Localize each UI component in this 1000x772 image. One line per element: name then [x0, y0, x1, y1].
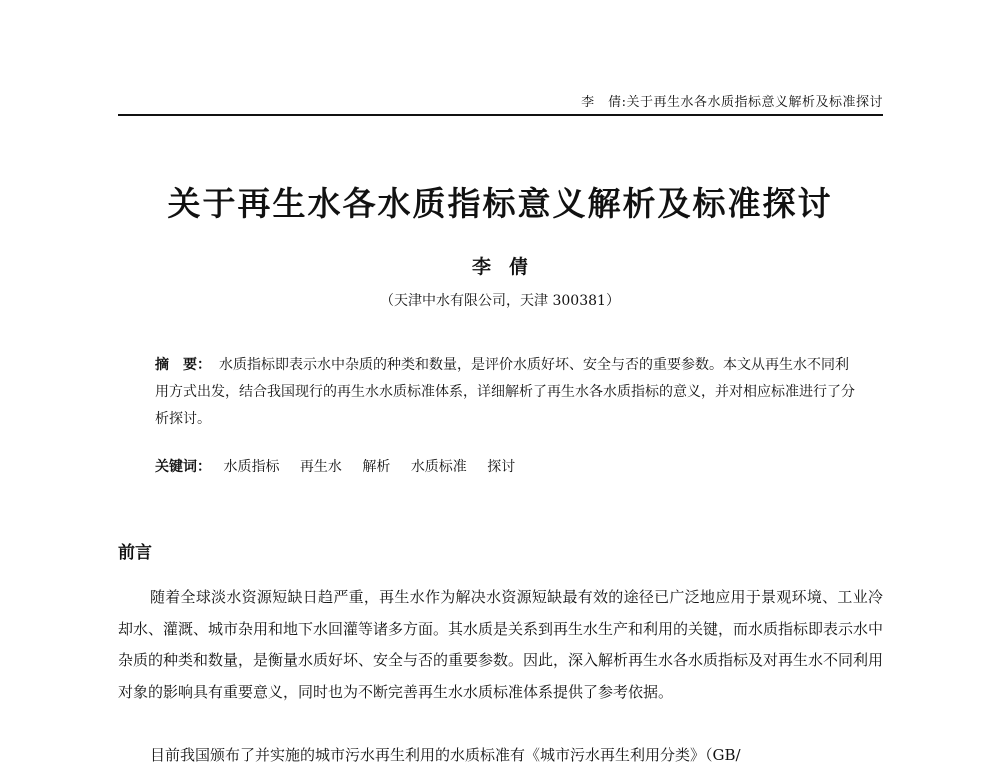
keyword: 再生水 [299, 459, 342, 475]
abstract-text: 水质指标即表示水中杂质的种类和数量，是评价水质好坏、安全与否的重要参数。本文从再生水不同利用方式出发，结合我国现行的再生水水质标准体系，详细解析了再生水各水质指标的意义，并对相应标准进行了分析探讨。 [155, 357, 855, 427]
author-affiliation: （天津中水有限公司，天津 300381） [380, 293, 620, 309]
keywords [155, 456, 855, 478]
running-header [118, 88, 883, 116]
abstract-label: 摘 要： [155, 357, 211, 373]
body-paragraph: 随着全球淡水资源短缺日趋严重，再生水作为解决水资源短缺最有效的途径已广泛地应用于景观环境、工业冷却水、灌溉、城市杂用和地下水回灌等诸多方面。其水质是关系到再生水生产和利用的关键，而水质指标即表示水中杂质的种类和数量，是衡量水质好坏、安全与否的重要参数。因此，深入解析再生水各水质指标及对再生水不同利用对象的影响具有重要意义，同时也为不断完善再生水水质标准体系提供了参考依据。 [118, 588, 884, 701]
author-name: 李倩 [471, 256, 546, 278]
keyword: 解析 [362, 459, 391, 475]
paper-title: 关于再生水各水质指标意义解析及标准探讨 [167, 184, 833, 223]
body-paragraph-continued: 目前我国颁布了并实施的城市污水再生利用的水质标准有《城市污水再生利用分类》（GB/ [150, 746, 741, 764]
abstract [155, 352, 855, 433]
keyword: 水质标准 [410, 459, 467, 475]
keywords-label: 关键词： [155, 459, 211, 475]
keyword: 探讨 [487, 459, 516, 475]
section-heading: 前言 [118, 543, 152, 563]
keyword: 水质指标 [223, 459, 280, 475]
running-header-text: 李 倩:关于再生水各水质指标意义解析及标准探讨 [581, 95, 883, 110]
